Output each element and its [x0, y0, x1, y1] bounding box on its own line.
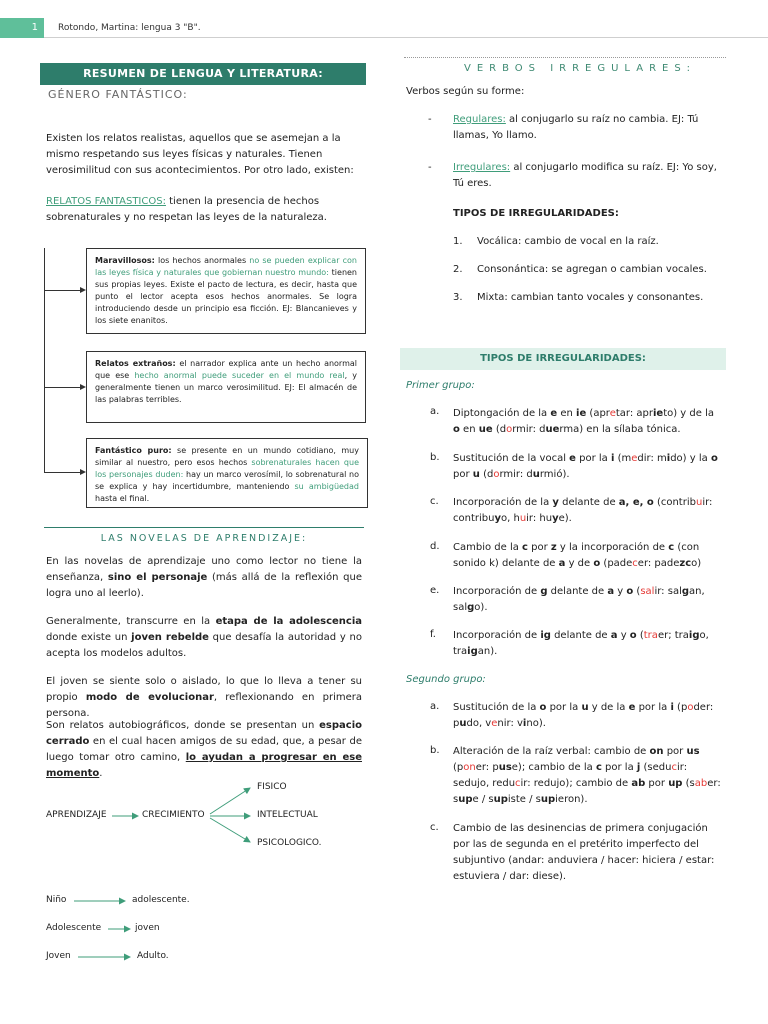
diagram-fisico: FISICO [257, 782, 287, 792]
p2-text-a: Generalmente, transcurre en la [46, 616, 216, 627]
segundo-grupo-title: Segundo grupo: [406, 674, 486, 685]
diagram-aprendizaje: APRENDIZAJE [46, 810, 107, 820]
stage-to-1: adolescente. [132, 895, 190, 905]
p4-bold-1: espacio cerrado [46, 720, 362, 747]
intro-paragraph: Existen los relatos realistas, aquellos que se asemejan a la mismo respetando sus leyes físicas y naturales. Tienen verosimilitud con sus acontecimientos. Por otro lado, existen: [46, 133, 354, 176]
p3-bold: modo de evolucionar [85, 692, 214, 703]
p3-text-a: El joven se siente solo o aislado, lo que lo lleva a tener su propio [46, 676, 362, 703]
item2-marker-a: a. [430, 701, 440, 712]
tipo-text-3: Mixta: cambian tanto vocales y consonantes. [477, 292, 704, 303]
primer-item-b: Sustitución de la vocal e por la i (medir: mido) y la o por u (dormir: durmió). [453, 453, 718, 480]
page-number: 1 [0, 18, 44, 38]
extranos-label: Relatos extraños: [95, 359, 176, 368]
primer-item-c: Incorporación de la y delante de a, e, o (contribuir: contribuyo, huir: huye). [453, 497, 713, 524]
tipo-text-2: Consonántica: se agregan o cambian vocales. [477, 264, 707, 275]
tipo-marker-2: 2. [453, 264, 463, 275]
p4-text-c: . [99, 768, 103, 779]
segundo-item-c: Cambio de las desinencias de primera conjugación por las de segunda en el pretérito imperfecto del subjuntivo (andar: anduviera / hacer: hiciera / estar: estuviera / dar: diese). [453, 823, 715, 882]
tree-arrow-3 [44, 472, 84, 473]
p2-bold-2: joven rebelde [131, 632, 209, 643]
novels-paragraph-3 [46, 674, 362, 722]
p4-text-a: Son relatos autobiográficos, donde se presentan un [46, 720, 320, 731]
box2-text-a: el narrador explica ante un hecho anormal que ese [95, 359, 358, 380]
primer-item-a: Diptongación de la e en ie (apretar: aprieto) y de la o en ue (dormir: duerma) en la sílaba tónica. [453, 408, 714, 435]
fantastico-puro-box [86, 438, 368, 508]
tipo-marker-3: 3. [453, 292, 463, 303]
box3-text-a: se presente en un mundo cotidiano, muy similar al nuestro, pero esos hechos [95, 446, 359, 467]
header-author: Rotondo, Martina: lengua 3 "B". [58, 23, 201, 33]
genre-subtitle: GÉNERO FANTÁSTICO: [48, 88, 188, 101]
box3-text-b: hay un marco verosímil, lo sobrenatural no se explica y hay incertidumbre, manteniendo [95, 470, 360, 491]
p2-bold-1: etapa de la adolescencia [215, 616, 363, 627]
segundo-item-b: Alteración de la raíz verbal: cambio de on por us (poner: puse); cambio de la c por la j (seducir: sedujo, reducir: redujo); cambio de ab por up (saber: supe / supiste / supieron). [453, 746, 721, 805]
fantastic-text: tienen la presencia de hechos sobrenaturales y no respetan las leyes de la naturaleza. [46, 196, 327, 223]
dash-marker-1: - [428, 114, 432, 125]
stage-from-1: Niño [46, 895, 67, 905]
primer-item-d: Cambio de la c por z y la incorporación de c (con sonido k) delante de a y de o (padecer: padezco) [453, 542, 702, 569]
extranos-box [86, 351, 366, 423]
tipo-text-1: Vocálica: cambio de vocal en la raíz. [477, 236, 659, 247]
maravillosos-box [86, 248, 366, 334]
stage-from-2: Adolescente [46, 923, 102, 933]
summary-title: RESUMEN DE LENGUA Y LITERATURA: [40, 63, 366, 85]
item-marker-a: a. [430, 406, 440, 417]
primer-grupo-title: Primer grupo: [406, 380, 475, 391]
fantastico-puro-label: Fantástico puro: [95, 446, 172, 455]
primer-item-e: Incorporación de g delante de a y o (salir: salgan, salgo). [453, 586, 705, 613]
stage-to-2: joven [135, 923, 160, 933]
item2-marker-c: c. [430, 822, 439, 833]
tree-arrow-2 [44, 387, 84, 388]
item-marker-c: c. [430, 496, 439, 507]
dash-marker-2: - [428, 162, 432, 173]
diagram-psicologico: PSICOLOGICO. [257, 838, 322, 848]
primer-item-f: Incorporación de ig delante de a y o (traer; traigo, traigan). [453, 630, 709, 657]
irregulares-label: Irregulares: [453, 162, 511, 173]
box3-highlight-2: su ambigüedad [294, 482, 359, 491]
verbos-heading: VERBOS IRREGULARES: [464, 63, 697, 74]
stage-from-3: Joven [46, 951, 71, 961]
fantastic-label: RELATOS FANTASTICOS: [46, 196, 166, 207]
novels-paragraph-2 [46, 614, 362, 662]
tree-vertical-line [44, 248, 45, 473]
p2-text-b: donde existe un [46, 632, 132, 643]
header-rule [44, 37, 768, 38]
verbos-rule [404, 57, 726, 58]
fantastic-paragraph [46, 194, 364, 226]
p1-text-a: En las novelas de aprendizaje uno como lector no tiene la enseñanza, [46, 556, 362, 583]
tipo-marker-1: 1. [453, 236, 463, 247]
box3-text-c: hasta el final. [95, 494, 150, 503]
box2-highlight: hecho anormal puede suceder en el mundo real [134, 371, 345, 380]
irregulares-item [453, 160, 723, 192]
p2-text-c: que desafía la autoridad y no acepta los modelos adultos. [46, 632, 362, 659]
arrow-to-psicologico [210, 818, 250, 842]
arrow-to-fisico [210, 788, 250, 814]
item-marker-f: f. [430, 629, 436, 640]
p1-text-b: (más allá de la reflexión que logra uno al leerlo). [46, 572, 362, 599]
diagram-crecimiento: CRECIMIENTO [142, 810, 205, 820]
stage-to-3: Adulto. [137, 951, 169, 961]
box1-highlight: no se pueden explicar con las leyes física y naturales que gobiernan nuestro mundo: [95, 256, 357, 277]
item-marker-b: b. [430, 452, 440, 463]
verbos-intro: Verbos según su forme: [406, 86, 525, 97]
regulares-text: al conjugarlo su raíz no cambia. EJ: Tú llamas, Yo llamo. [453, 114, 699, 141]
novels-rule [44, 527, 364, 528]
p3-text-b: , reflexionando en primera persona. [46, 692, 363, 719]
box2-text-b: , y generalmente tienen un marco verosimilitud. EJ: El almacén de las palabras terribles. [95, 371, 357, 404]
p1-bold: sino el personaje [107, 572, 208, 583]
tipos-title: TIPOS DE IRREGULARIDADES: [453, 208, 619, 219]
diagram-intelectual: INTELECTUAL [257, 810, 318, 820]
irregularidades-bar: TIPOS DE IRREGULARIDADES: [400, 348, 726, 370]
item-marker-e: e. [430, 585, 440, 596]
box3-highlight: sobrenaturales hacen que los personajes duden: [95, 458, 359, 479]
p4-text-b: en el cual hacen amigos de su edad, que, a pesar de luego tomar otro camino, [46, 736, 362, 763]
regulares-label: Regulares: [453, 114, 506, 125]
novels-paragraph-1 [46, 554, 362, 602]
p4-bold-2: lo ayudan a progresar en ese momento [46, 752, 362, 779]
item2-marker-b: b. [430, 745, 440, 756]
tree-arrow-1 [44, 290, 84, 291]
growth-diagram-arrows [0, 770, 380, 870]
box1-text-a: los hechos anormales [154, 256, 250, 265]
segundo-item-a: Sustitución de la o por la u y de la e por la i (poder: pudo, venir: vino). [453, 702, 714, 729]
novels-heading: LAS NOVELAS DE APRENDIZAJE: [100, 533, 308, 544]
regulares-item [453, 112, 723, 144]
box1-text-b: tienen sus propias leyes. Existe el pacto de lectura, es decir, hasta que punto el lector acepta esos hechos anormales. Se logra introduciendo desde un principio esa ficción. EJ: Blancanieves y los siete enanitos. [95, 268, 358, 325]
item-marker-d: d. [430, 541, 440, 552]
irregulares-text: al conjugarlo modifica su raíz. EJ: Yo soy, Tú eres. [453, 162, 717, 189]
maravillosos-label: Maravillosos: [95, 256, 155, 265]
